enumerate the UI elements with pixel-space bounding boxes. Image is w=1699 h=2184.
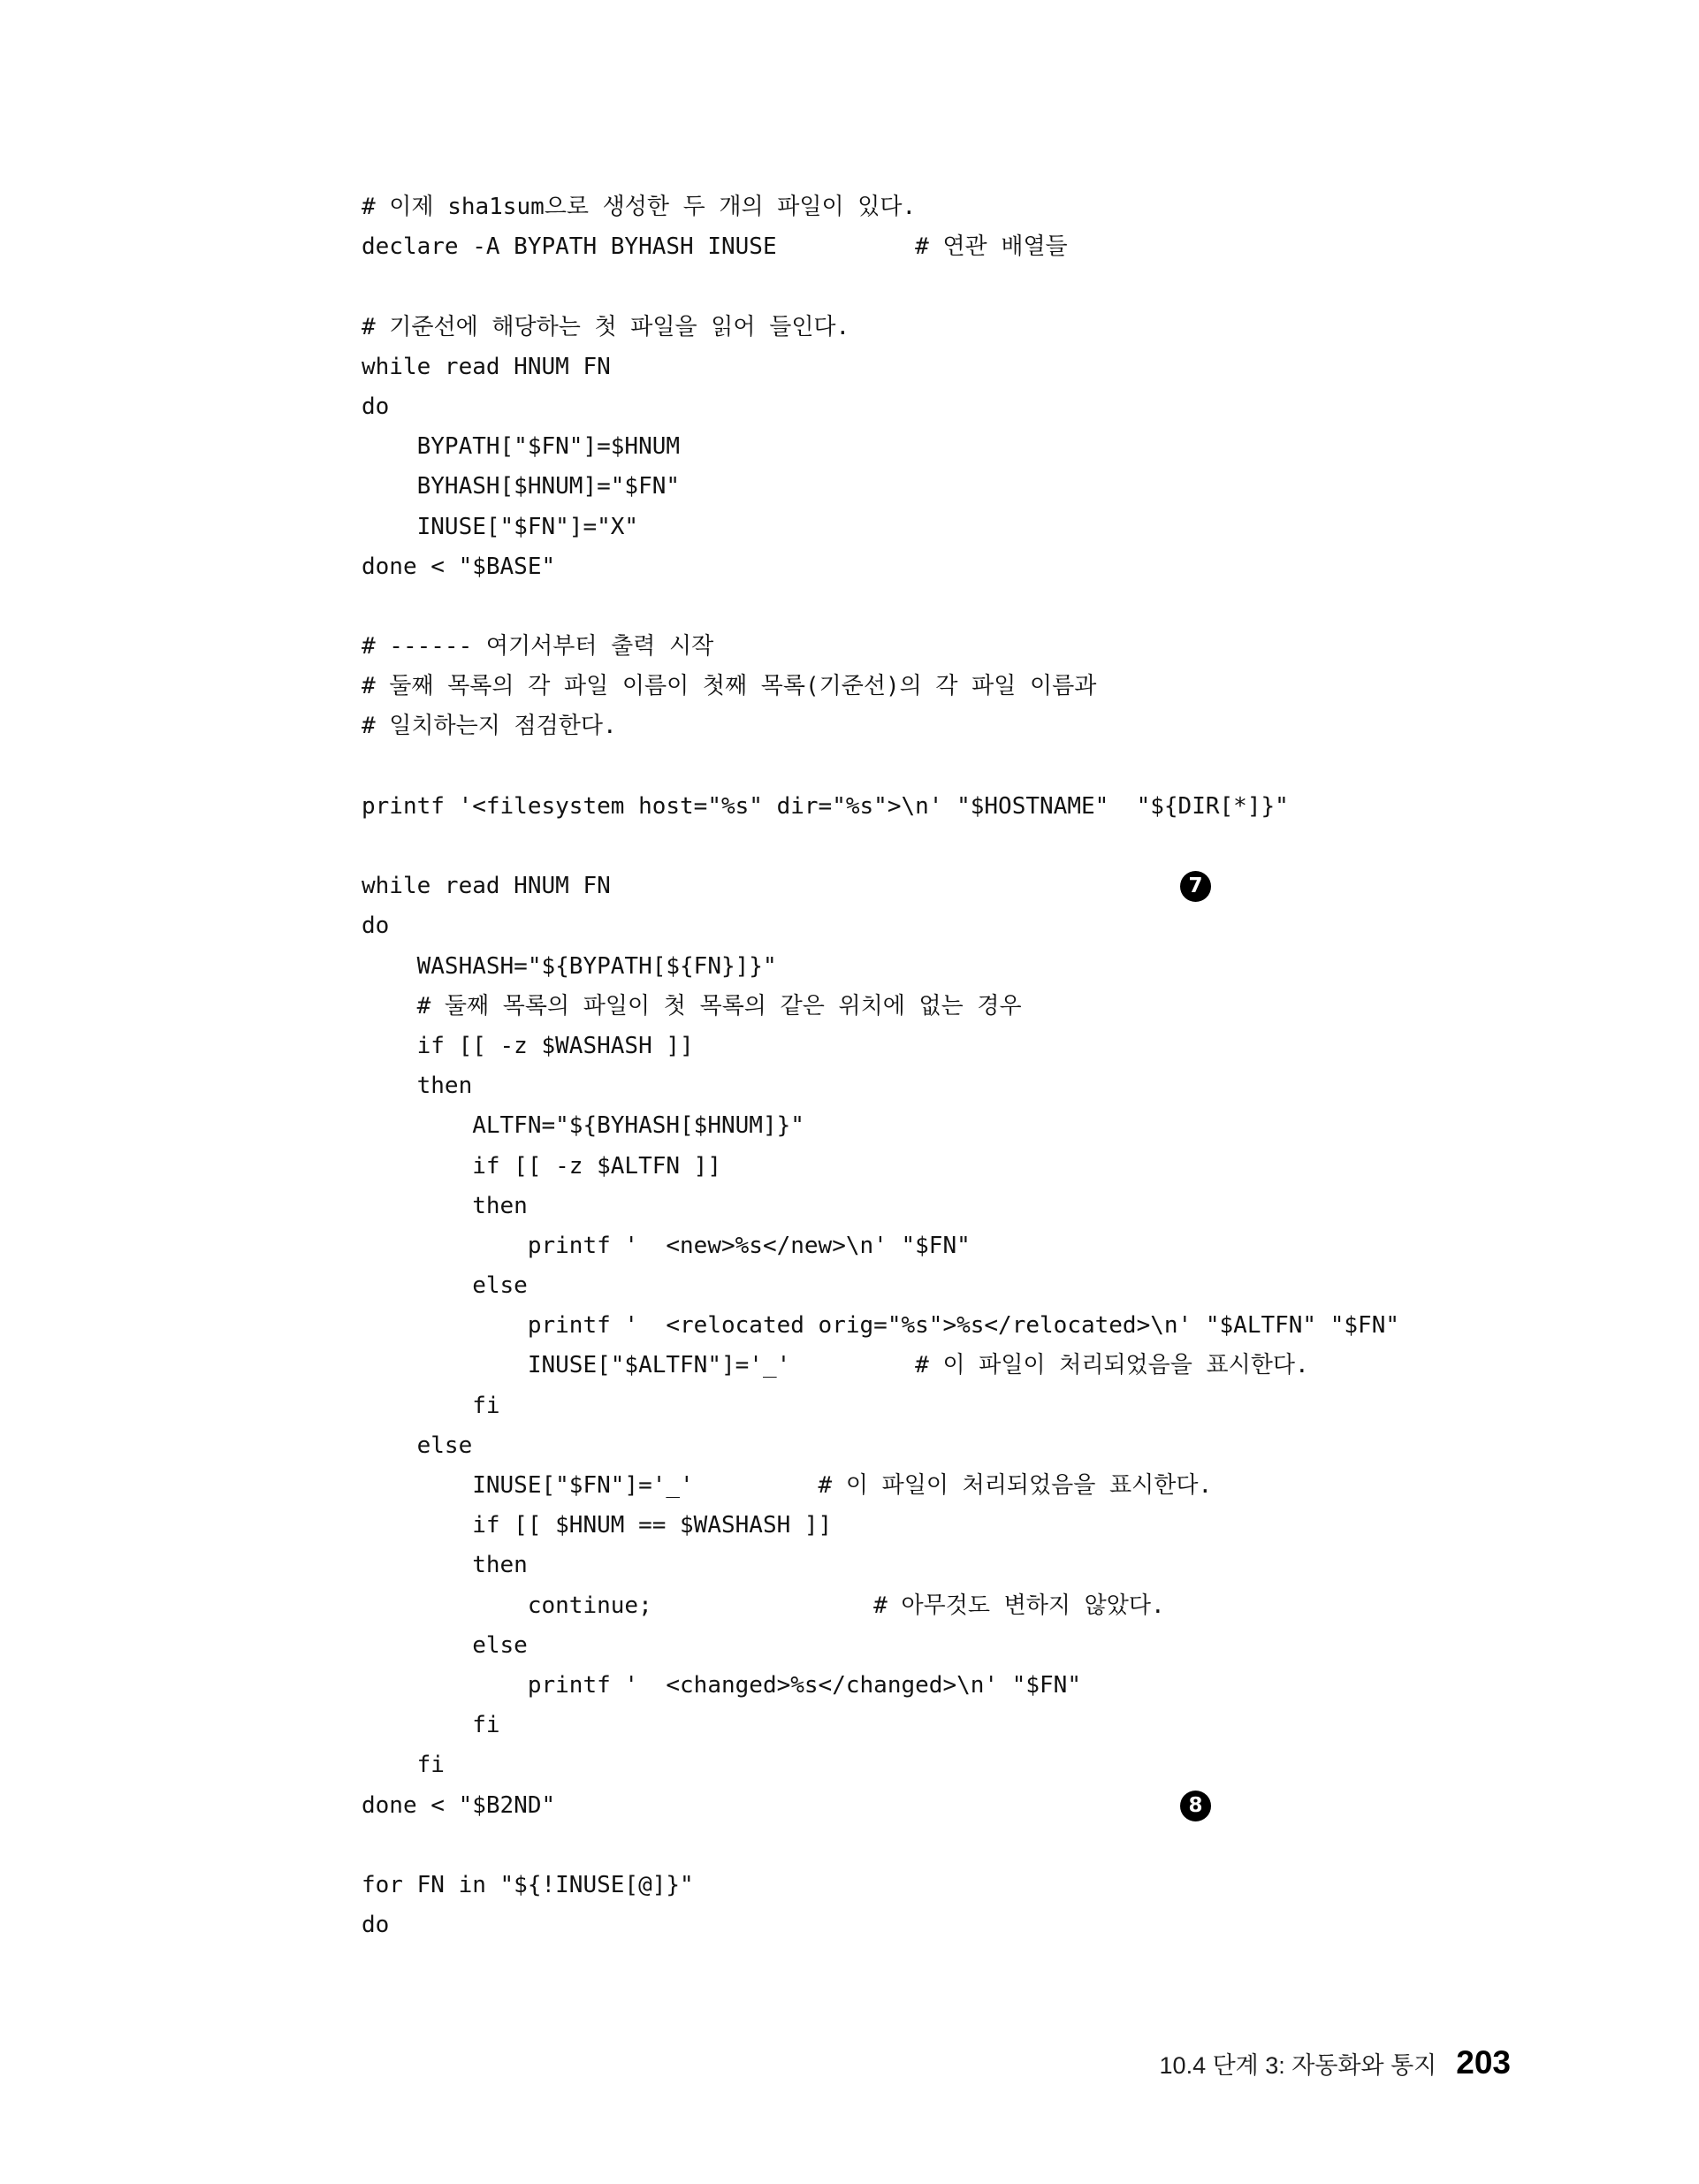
code-text: then (362, 1073, 473, 1100)
code-text: if [[ $HNUM == $WASHASH ]] (362, 1512, 833, 1539)
code-line (362, 1106, 1399, 1146)
code-line (362, 667, 1399, 706)
code-text: else (362, 1272, 528, 1300)
code-line (362, 587, 1399, 627)
code-line (362, 427, 1399, 467)
code-text: # 둘째 목록의 각 파일 이름이 첫째 목록(기준선)의 각 파일 이름과 (362, 673, 1097, 700)
code-line (362, 627, 1399, 667)
code-line (362, 267, 1399, 307)
code-text: WASHASH="${BYPATH[${FN}]}" (362, 952, 777, 980)
code-text: BYPATH["$FN"]=$HNUM (362, 433, 681, 461)
code-line (362, 547, 1399, 587)
code-text: printf ' <new>%s</new>\n' "$FN" (362, 1232, 971, 1259)
code-text: then (362, 1192, 528, 1219)
code-text: if [[ -z $WASHASH ]] (362, 1032, 694, 1059)
code-text: else (362, 1631, 528, 1659)
code-text: fi (362, 1752, 445, 1779)
page-footer (1160, 2044, 1511, 2081)
code-line (362, 947, 1399, 987)
code-text: ALTFN="${BYHASH[$HNUM]}" (362, 1112, 804, 1140)
code-text: INUSE["$ALTFN"]='_' # 이 파일이 처리되었음을 표시한다. (362, 1352, 1309, 1379)
code-text: # 일치하는지 점검한다. (362, 713, 617, 740)
footer-section-title: 10.4 단계 3: 자동화와 통지 (1159, 2052, 1437, 2079)
footer-page-number: 203 (1456, 2044, 1511, 2081)
code-text: do (362, 1912, 390, 1939)
code-line (362, 1706, 1399, 1745)
code-text: # 이제 sha1sum으로 생성한 두 개의 파일이 있다. (362, 194, 917, 220)
code-line (362, 987, 1399, 1027)
code-line (362, 1586, 1399, 1626)
code-line (362, 1666, 1399, 1706)
code-line (362, 1786, 1399, 1826)
code-text: printf ' <changed>%s</changed>\n' "$FN" (362, 1671, 1081, 1699)
code-line (362, 308, 1399, 347)
code-line (362, 508, 1399, 547)
code-text: printf ' <relocated orig="%s">%s</relocated>\n' "$ALTFN" "$FN" (362, 1312, 1399, 1340)
code-line (362, 1066, 1399, 1106)
code-line (362, 1866, 1399, 1905)
code-line (362, 1626, 1399, 1666)
code-line (362, 227, 1399, 267)
code-line (362, 187, 1399, 227)
code-line (362, 906, 1399, 946)
code-line (362, 1147, 1399, 1187)
code-line (362, 1546, 1399, 1585)
code-listing (362, 187, 1399, 1945)
code-line (362, 1506, 1399, 1546)
code-line (362, 787, 1399, 827)
code-line (362, 1466, 1399, 1506)
code-line (362, 1826, 1399, 1866)
code-text: BYHASH[$HNUM]="$FN" (362, 473, 681, 500)
code-line (362, 1386, 1399, 1426)
callout-marker-7-icon: 7 (1180, 871, 1211, 902)
code-text: do (362, 393, 390, 420)
code-text: done < "$B2ND" (362, 1791, 556, 1819)
code-text: fi (362, 1392, 500, 1419)
code-text: done < "$BASE" (362, 553, 556, 580)
code-text: printf '<filesystem host="%s" dir="%s">\n' "$HOSTNAME" "${DIR[*]}" (362, 792, 1289, 820)
code-line (362, 827, 1399, 867)
code-text: INUSE["$FN"]="X" (362, 513, 639, 540)
code-line (362, 1426, 1399, 1466)
code-text: # ------ 여기서부터 출력 시작 (362, 633, 714, 661)
code-line (362, 1226, 1399, 1266)
code-text: # 기준선에 해당하는 첫 파일을 읽어 들인다. (362, 313, 850, 340)
code-line (362, 867, 1399, 906)
code-text: do (362, 913, 390, 940)
code-line (362, 747, 1399, 787)
code-text: else (362, 1432, 473, 1459)
code-text: INUSE["$FN"]='_' # 이 파일이 처리되었음을 표시한다. (362, 1472, 1213, 1499)
callout-marker-8-icon: 8 (1180, 1791, 1211, 1821)
code-line (362, 706, 1399, 746)
code-line (362, 1905, 1399, 1945)
code-line (362, 1306, 1399, 1346)
code-line (362, 1346, 1399, 1386)
code-text: continue; # 아무것도 변하지 않았다. (362, 1592, 1165, 1619)
code-line (362, 1027, 1399, 1066)
code-text: for FN in "${!INUSE[@]}" (362, 1871, 694, 1898)
code-line (362, 347, 1399, 387)
code-text: while read HNUM FN (362, 873, 611, 900)
code-text: while read HNUM FN (362, 353, 611, 380)
code-text: # 둘째 목록의 파일이 첫 목록의 같은 위치에 없는 경우 (362, 992, 1022, 1019)
code-line (362, 1187, 1399, 1226)
code-text: fi (362, 1712, 500, 1739)
code-line (362, 1266, 1399, 1306)
code-line (362, 467, 1399, 507)
code-text: if [[ -z $ALTFN ]] (362, 1152, 721, 1180)
code-line (362, 1745, 1399, 1785)
code-text: declare -A BYPATH BYHASH INUSE # 연관 배열들 (362, 233, 1068, 261)
code-line (362, 387, 1399, 427)
code-text: then (362, 1552, 528, 1579)
